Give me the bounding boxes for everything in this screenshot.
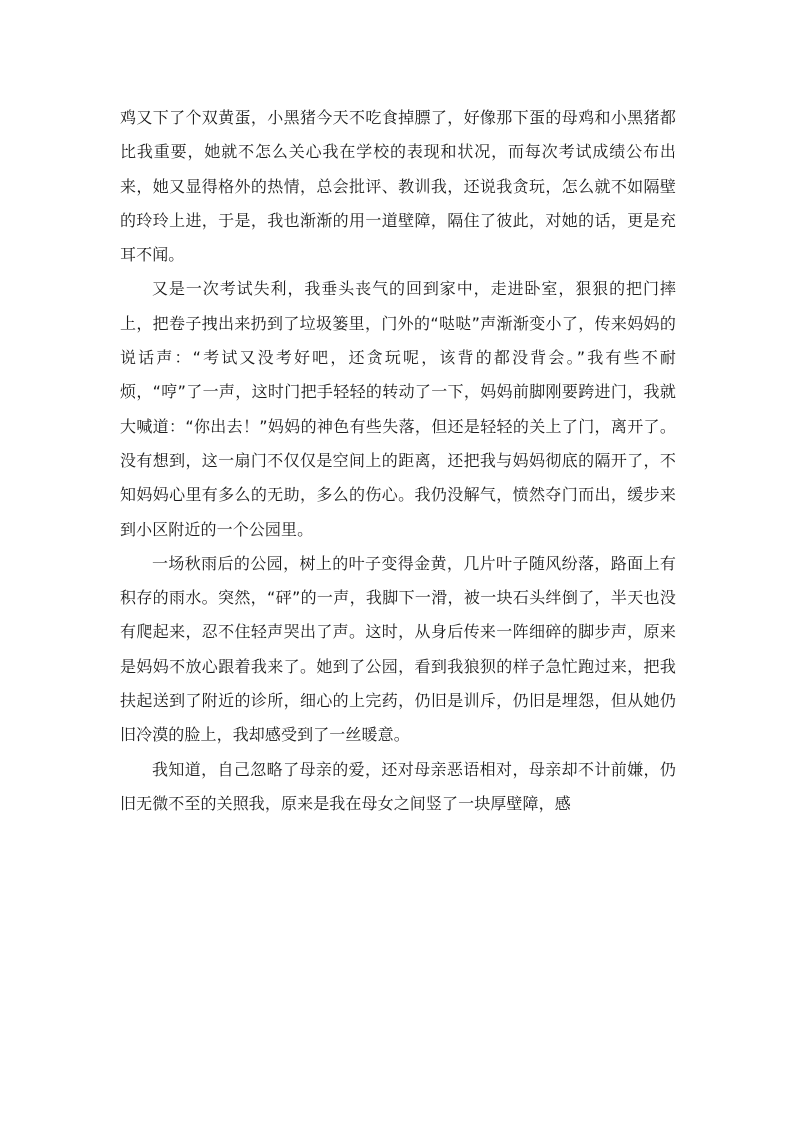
paragraph-4: 我知道，自己忽略了母亲的爱，还对母亲恶语相对，母亲却不计前嫌，仍旧无微不至的关照我，原来是我在母女之间竖了一块厚壁障，感 [120,759,676,813]
body-text [120,101,676,821]
paragraph-3: 一场秋雨后的公园，树上的叶子变得金黄，几片叶子随风纷落，路面上有积存的雨水。突然，“砰”的一声，我脚下一滑，被一块石头绊倒了，半天也没有爬起来，忍不住轻声哭出了声。这时，从身后传来一阵细碎的脚步声，原来是妈妈不放心跟着我来了。她到了公园，看到我狼狈的样子急忙跑过来，把我扶起送到了附近的诊所，细心的上完药，仍旧是训斥，仍旧是埋怨，但从她仍旧冷漠的脸上，我却感受到了一丝暖意。 [120,553,676,745]
paragraph-2: 又是一次考试失利，我垂头丧气的回到家中，走进卧室，狠狠的把门摔上，把卷子拽出来扔到了垃圾篓里，门外的“哒哒”声渐渐变小了，传来妈妈的说话声：“考试又没考好吧，还贪玩呢，该背的都没背会。”我有些不耐烦，“哼”了一声，这时门把手轻轻的转动了一下，妈妈前脚刚要跨进门，我就大喊道：“你出去！”妈妈的神色有些失落，但还是轻轻的关上了门，离开了。没有想到，这一扇门不仅仅是空间上的距离，还把我与妈妈彻底的隔开了，不知妈妈心里有多么的无助，多么的伤心。我仍没解气，愤然夺门而出，缓步来到小区附近的一个公园里。 [120,279,676,539]
paragraph-1: 鸡又下了个双黄蛋，小黑猪今天不吃食掉膘了，好像那下蛋的母鸡和小黑猪都比我重要，她就不怎么关心我在学校的表现和状况，而每次考试成绩公布出来，她又显得格外的热情，总会批评、教训我，还说我贪玩，怎么就不如隔壁的玲玲上进，于是，我也渐渐的用一道壁障，隔住了彼此，对她的话，更是充耳不闻。 [120,108,676,265]
